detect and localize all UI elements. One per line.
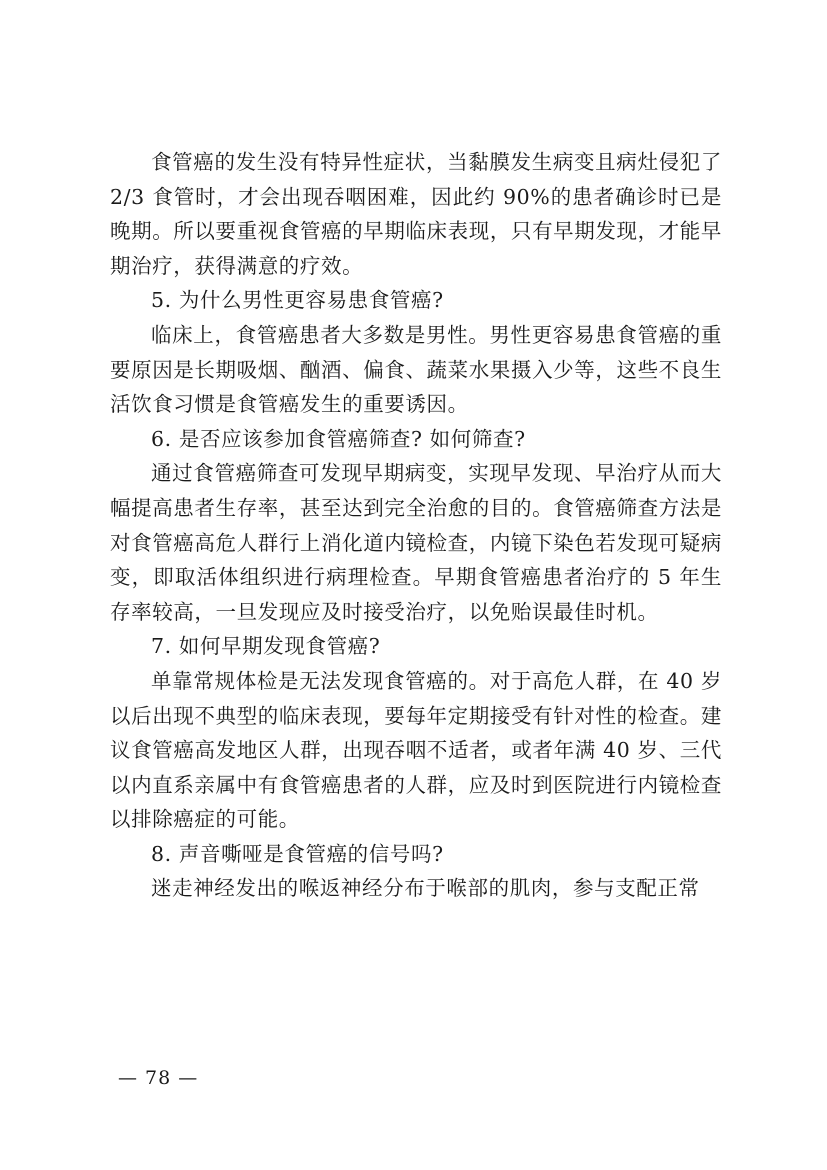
- paragraph-answer-5: 临床上，食管癌患者大多数是男性。男性更容易患食管癌的重要原因是长期吸烟、酗酒、偏食、蔬菜水果摄入少等，这些不良生活饮食习惯是食管癌发生的重要诱因。: [110, 322, 722, 417]
- paragraph-answer-6: 通过食管癌筛查可发现早期病变，实现早发现、早治疗从而大幅提高患者生存率，甚至达到完全治愈的目的。食管癌筛查方法是对食管癌高危人群行上消化道内镜检查，内镜下染色若发现可疑病变，即取活体组织进行病理检查。早期食管癌患者治疗的 5 年生存率较高，一旦发现应及时接受治疗，以免贻误最佳时机。: [110, 461, 722, 624]
- body-text: [110, 145, 722, 906]
- question-heading-7: 7. 如何早期发现食管癌?: [151, 634, 381, 659]
- paragraph-answer-7: 单靠常规体检是无法发现食管癌的。对于高危人群，在 40 岁以后出现不典型的临床表现，要每年定期接受有针对性的检查。建议食管癌高发地区人群，出现吞咽不适者，或者年满 40 岁、三代以内直系亲属中有食管癌患者的人群，应及时到医院进行内镜检查以排除癌症的可能。: [110, 668, 722, 832]
- question-heading-8: 8. 声音嘶哑是食管癌的信号吗?: [151, 841, 444, 866]
- paragraph-answer-8: 迷走神经发出的喉返神经分布于喉部的肌肉，参与支配正常: [151, 876, 700, 901]
- page-number: — 78 —: [118, 1067, 199, 1089]
- paragraph-intro: 食管癌的发生没有特异性症状，当黏膜发生病变且病灶侵犯了 2/3 食管时，才会出现吞咽困难，因此约 90%的患者确诊时已是晚期。所以要重视食管癌的早期临床表现，只有早期发现，才能早期治疗，获得满意的疗效。: [110, 150, 722, 278]
- question-heading-5: 5. 为什么男性更容易患食管癌?: [151, 288, 444, 313]
- question-heading-6: 6. 是否应该参加食管癌筛查? 如何筛查?: [151, 426, 526, 451]
